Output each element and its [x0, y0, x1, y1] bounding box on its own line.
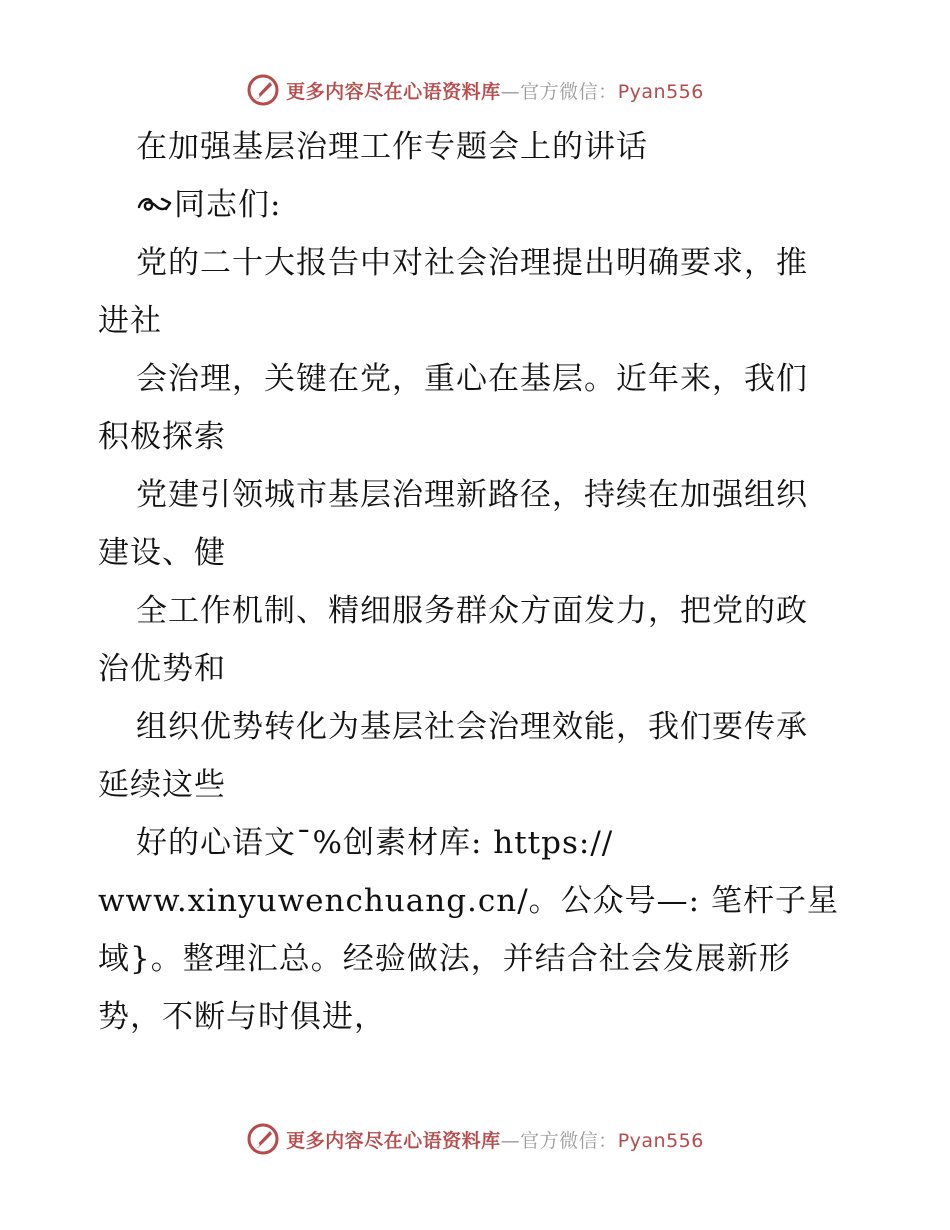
paragraph-line: 好的心语文¯%创素材库: https://	[136, 825, 614, 861]
watermark-wechat-label: 官方微信：	[520, 80, 618, 103]
paragraph-line: 建设、健	[98, 535, 226, 571]
watermark-site-text: 更多内容尽在心语资料库	[286, 1129, 501, 1152]
watermark-wechat-id: Pyan556	[617, 1129, 704, 1152]
paragraph-line: 延续这些	[98, 767, 226, 803]
quill-emblem-icon	[246, 1122, 280, 1156]
watermark-text	[286, 1126, 704, 1153]
paragraph-line: 党的二十大报告中对社会治理提出明确要求，推	[136, 245, 808, 281]
paragraph-line: www.xinyuwenchuang.cn/。公众号—: 笔杆子星	[98, 883, 839, 919]
paragraph-line: 治优势和	[98, 651, 226, 687]
flourish-icon	[136, 189, 174, 219]
watermark-wechat-id: Pyan556	[617, 80, 704, 103]
watermark-site-text: 更多内容尽在心语资料库	[286, 80, 501, 103]
paragraph-line: 会治理，关键在党，重心在基层。近年来，我们	[136, 361, 808, 397]
paragraph-line: 域}。整理汇总。经验做法，并结合社会发展新形	[98, 941, 791, 977]
quill-emblem-icon	[246, 73, 280, 107]
salutation-line	[98, 176, 858, 234]
document-body	[98, 118, 858, 1046]
paragraph-line: 组织优势转化为基层社会治理效能，我们要传承	[136, 709, 808, 745]
paragraph-line: 势，不断与时俱进，	[98, 999, 386, 1035]
paragraph-line: 党建引领城市基层治理新路径，持续在加强组织	[136, 477, 808, 513]
header-watermark-banner	[0, 68, 950, 112]
paragraph-line: 全工作机制、精细服务群众方面发力，把党的政	[136, 593, 808, 629]
watermark-wechat-label: 官方微信：	[520, 1129, 618, 1152]
footer-watermark-banner	[0, 1117, 950, 1161]
paragraph-line: 积极探索	[98, 419, 226, 455]
paragraph-line: 进社	[98, 303, 162, 339]
watermark-separator: —	[500, 1129, 521, 1152]
document-title: 在加强基层治理工作专题会上的讲话	[136, 129, 648, 165]
salutation-text: 同志们:	[174, 187, 282, 223]
watermark-separator: —	[500, 80, 521, 103]
watermark-text	[286, 77, 704, 104]
